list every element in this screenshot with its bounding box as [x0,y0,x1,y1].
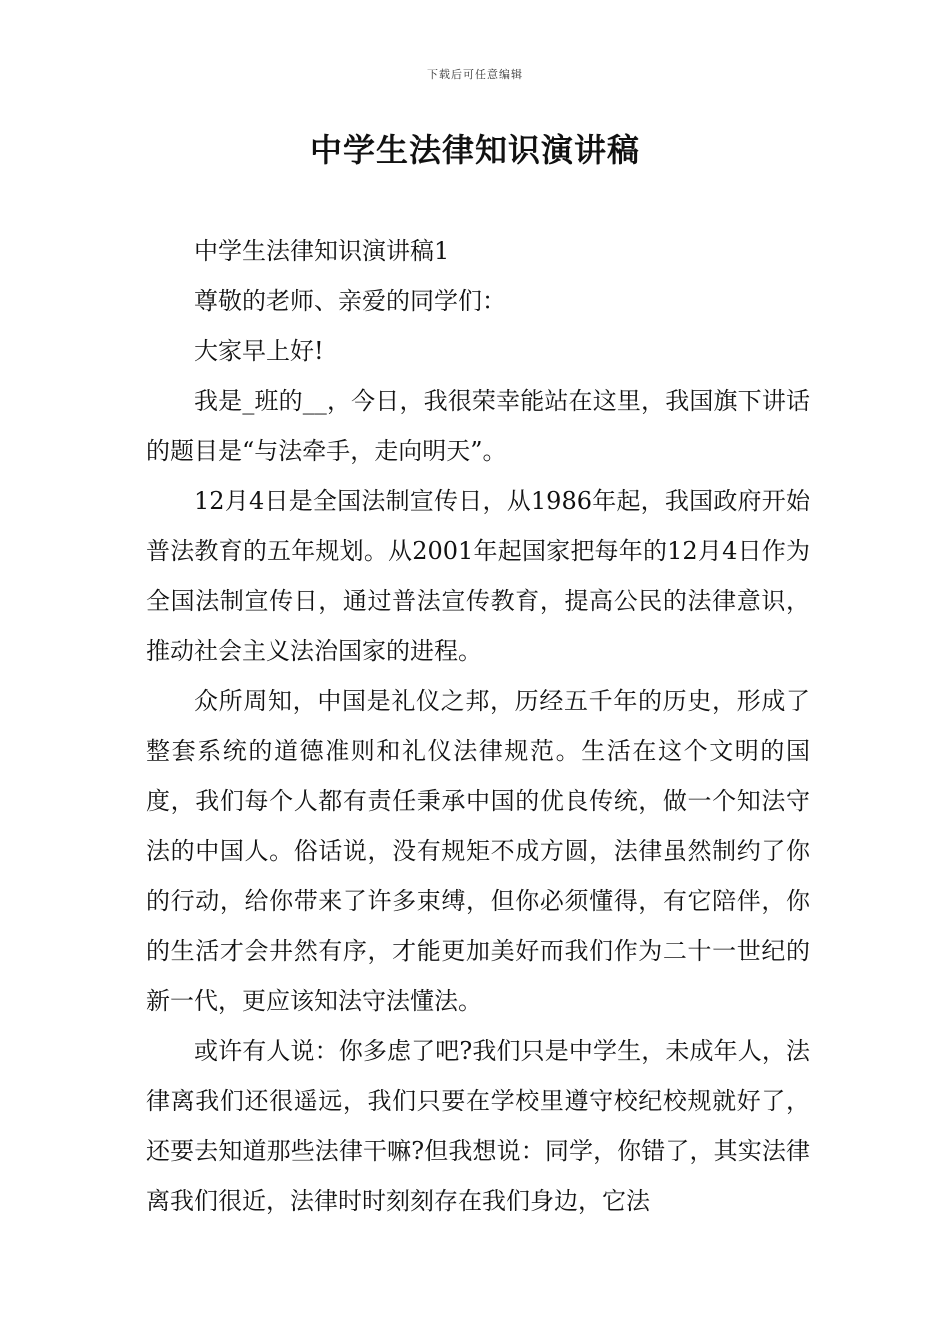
paragraph-heading: 中学生法律知识演讲稿1 [194,237,450,265]
paragraph-argument: 或许有人说：你多虑了吧?我们只是中学生，未成年人，法律离我们还很遥远，我们只要在学校里遵守校纪校规就好了，还要去知道那些法律干嘛?但我想说：同学，你错了，其实法律离我们很近，法律时时刻刻存在我们身边，它法 [146,1037,810,1215]
paragraph-law-day: 12月4日是全国法制宣传日，从1986年起，我国政府开始普法教育的五年规划。从2001年起国家把每年的12月4日作为全国法制宣传日，通过普法宣传教育，提高公民的法律意识，推动社会主义法治国家的进程。 [146,487,810,665]
paragraph-greeting: 大家早上好! [194,337,324,365]
paragraph-tradition: 众所周知，中国是礼仪之邦，历经五千年的历史，形成了整套系统的道德准则和礼仪法律规范。生活在这个文明的国度，我们每个人都有责任秉承中国的优良传统，做一个知法守法的中国人。俗话说，没有规矩不成方圆，法律虽然制约了你的行动，给你带来了许多束缚，但你必须懂得，有它陪伴，你的生活才会井然有序，才能更加美好而我们作为二十一世纪的新一代，更应该知法守法懂法。 [146,687,810,1015]
paragraph-salutation: 尊敬的老师、亲爱的同学们： [194,287,506,315]
header-note: 下载后可任意编辑 [427,68,523,81]
paragraph-intro: 我是_班的__，今日，我很荣幸能站在这里，我国旗下讲话的题目是“与法牵手，走向明天”。 [146,387,810,465]
document-title: 中学生法律知识演讲稿 [309,131,640,169]
document-body [146,226,810,1226]
